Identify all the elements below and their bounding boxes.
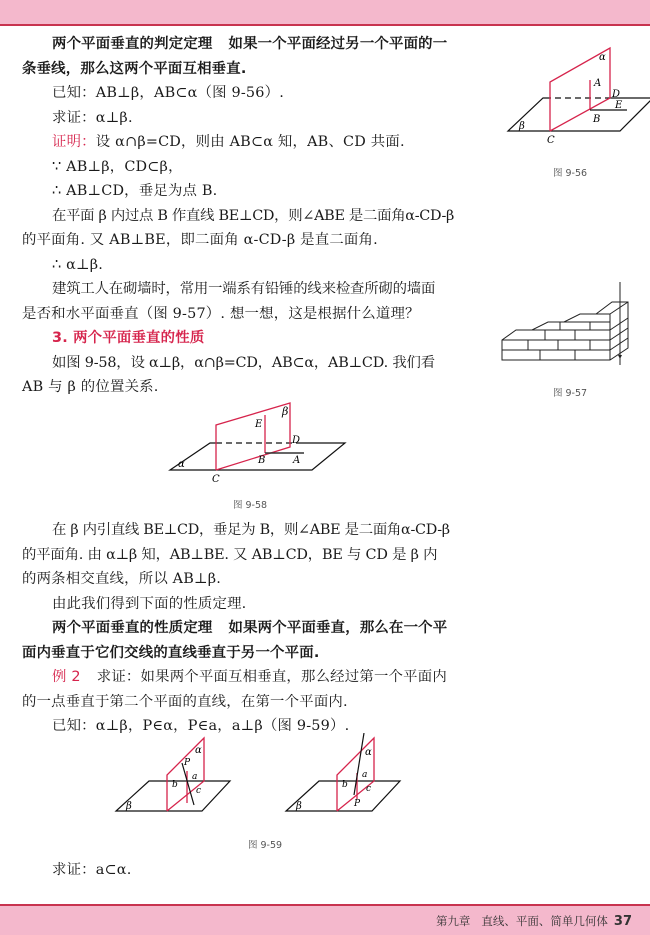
figure-9-58-caption: 图 9-58 [232,500,268,511]
theorem1-line2: 条垂线，那么这两个平面互相垂直. [22,60,247,77]
svg-text:C: C [212,474,220,485]
theorem2-title: 两个平面垂直的性质定理 [52,620,213,636]
section3-line-1: 如图 9-58，设 α⊥β，α∩β=CD，AB⊂α，AB⊥CD. 我们看 [52,354,435,371]
proof-line-1: 证明：设 α∩β=CD，则由 AB⊂α 知，AB、CD 共面. [52,134,405,150]
page-header-band [0,0,650,26]
figure-9-57-caption: 图 9-57 [552,388,588,399]
theorem2-line2: 面内垂直于它们交线的直线垂直于另一个平面. [22,644,320,661]
svg-text:c: c [196,786,202,796]
proof-line-3: ∴ AB⊥CD，垂足为点 B. [52,183,218,199]
svg-text:E: E [615,100,623,111]
svg-text:a: a [192,772,198,782]
proof-line-2: ∵ AB⊥β，CD⊂β， [52,158,183,175]
page-body-final [22,858,472,883]
page-footer-band [0,904,650,935]
figure-9-59-left [112,733,252,823]
svg-text:α: α [599,52,606,63]
svg-text:α: α [195,745,202,756]
analysis-line-2: 的平面角. 由 α⊥β 知，AB⊥BE. 又 AB⊥CD，BE 与 CD 是 β 内 [22,546,438,563]
svg-text:c: c [366,784,372,794]
svg-text:A: A [594,78,602,89]
svg-text:B: B [593,114,601,125]
footer-chapter: 第九章 直线、平面、简单几何体 [435,914,608,928]
analysis-line-4: 由此我们得到下面的性质定理. [52,595,247,612]
page-body [22,32,472,400]
svg-text:β: β [282,405,289,418]
svg-text:β: β [519,121,525,132]
builder-line-2: 是否和水平面垂直（图 9-57）. 想一想，这是根据什么道理？ [22,305,420,322]
given2: 已知：α⊥β，P∈α，P∈a，a⊥β（图 9-59）. [52,718,350,734]
svg-text:C: C [547,135,555,146]
svg-text:β: β [296,801,302,812]
figure-9-59-caption: 图 9-59 [247,840,283,851]
analysis-line-1: 在 β 内引直线 BE⊥CD，垂足为 B，则∠ABE 是二面角α-CD-β [52,522,450,538]
page-body-lower [22,518,472,739]
theorem1-text: 如果一个平面经过另一个平面的一 [228,36,448,52]
svg-text:D: D [612,89,621,100]
svg-text:α: α [365,747,372,758]
figure-9-58 [150,395,380,495]
page-number: 37 [613,914,632,929]
theorem2-text: 如果两个平面垂直，那么在一个平 [228,620,448,636]
svg-text:β: β [126,801,132,812]
svg-text:b: b [172,780,178,790]
theorem1-title: 两个平面垂直的判定定理 [52,36,213,52]
svg-text:P: P [354,799,361,809]
given1: 已知：AB⊥β，AB⊂α（图 9-56）. [52,85,284,101]
svg-text:b: b [342,780,348,790]
section3-title: 3. 两个平面垂直的性质 [52,330,205,346]
svg-text:a: a [362,770,368,780]
proof-line-6: ∴ α⊥β. [52,256,104,273]
example2-line2: 的一点垂直于第二个平面的直线，在第一个平面内. [22,693,348,710]
svg-text:A: A [293,455,301,466]
proof-label: 证明： [52,134,96,150]
proof-line-4: 在平面 β 内过点 B 作直线 BE⊥CD，则∠ABE 是二面角α-CD-β [52,207,455,224]
figure-9-56 [505,40,650,150]
svg-text:E: E [255,419,263,430]
example2-line1: 例 2 求证：如果两个平面互相垂直，那么经过第一个平面内 [52,669,447,685]
theorem2-line1 [22,616,472,641]
example2-label: 例 2 [52,669,81,685]
svg-text:B: B [258,455,266,466]
svg-text:D: D [292,435,301,446]
prove2: 求证：a⊂α. [52,862,132,878]
section3-line-2: AB 与 β 的位置关系. [22,379,159,395]
theorem1-line1 [22,32,472,57]
proof-line-5: 的平面角. 又 AB⊥BE，即二面角 α-CD-β 是直二面角. [22,232,378,248]
svg-text:P: P [184,758,191,768]
svg-text:α: α [178,459,185,470]
figure-9-59-right [282,733,422,823]
figure-9-56-caption: 图 9-56 [552,168,588,179]
footer [436,913,632,929]
builder-line-1: 建筑工人在砌墙时，常用一端系有铅锤的线来检查所砌的墙面 [52,281,436,297]
analysis-line-3: 的两条相交直线，所以 AB⊥β. [22,571,222,587]
prove1: 求证：α⊥β. [52,109,133,126]
figure-9-57 [500,280,650,370]
